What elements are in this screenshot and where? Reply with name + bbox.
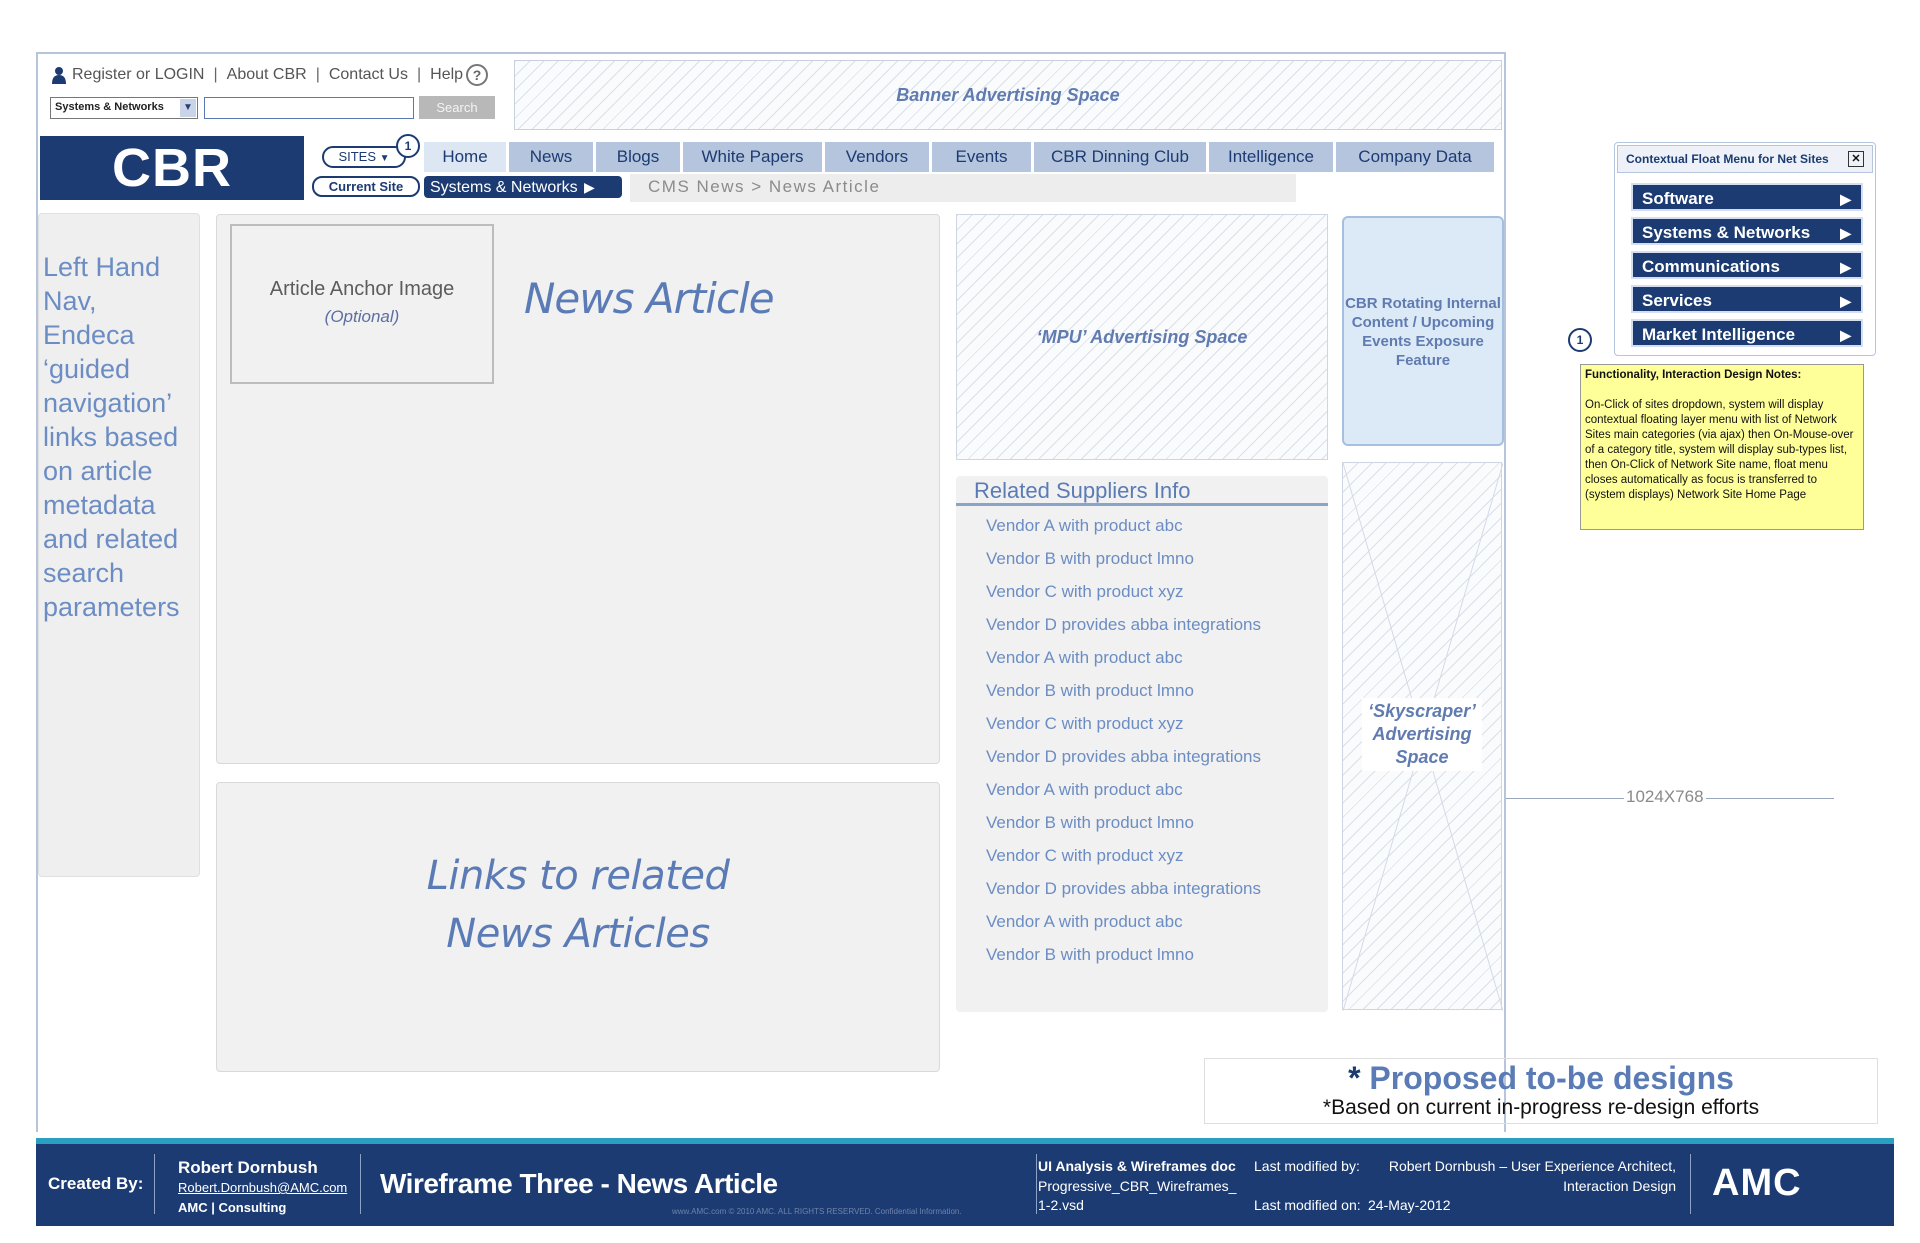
close-icon[interactable]: ✕ bbox=[1848, 151, 1864, 167]
supplier-link[interactable]: Vendor B with product lmno bbox=[986, 681, 1194, 700]
float-menu-header bbox=[1617, 145, 1873, 173]
sites-dropdown-button[interactable] bbox=[322, 146, 406, 168]
proposed-designs-box bbox=[1204, 1058, 1878, 1124]
nav-tab-vendors[interactable]: Vendors bbox=[825, 142, 929, 172]
supplier-link[interactable]: Vendor B with product lmno bbox=[986, 945, 1194, 964]
breadcrumb[interactable]: CMS News > News Article bbox=[630, 174, 1296, 202]
proposed-title bbox=[1205, 1061, 1877, 1095]
user-icon bbox=[52, 66, 66, 84]
arrow-right-icon: ▶ bbox=[1840, 259, 1851, 275]
arrow-right-icon: ▶ bbox=[1840, 293, 1851, 309]
anchor-image-label: Article Anchor Image bbox=[269, 278, 455, 300]
arrow-right-icon: ▶ bbox=[1840, 225, 1851, 241]
supplier-link[interactable]: Vendor B with product lmno bbox=[986, 549, 1194, 568]
current-site-label: Systems & Networks bbox=[430, 179, 578, 196]
suppliers-heading: Related Suppliers Info bbox=[956, 476, 1328, 506]
supplier-link[interactable]: Vendor A with product abc bbox=[986, 516, 1183, 535]
nav-tab-intelligence[interactable]: Intelligence bbox=[1209, 142, 1333, 172]
supplier-link[interactable]: Vendor C with product xyz bbox=[986, 846, 1184, 865]
float-menu-label: Communications bbox=[1642, 257, 1780, 276]
article-title: News Article bbox=[524, 274, 774, 323]
notes-title: Functionality, Interaction Design Notes: bbox=[1585, 369, 1802, 381]
float-menu-item-services[interactable] bbox=[1631, 285, 1863, 313]
banner-label: Banner Advertising Space bbox=[896, 84, 1120, 105]
article-anchor-image bbox=[230, 224, 494, 384]
current-site-name[interactable] bbox=[424, 176, 622, 198]
proposed-title-text: Proposed to-be designs bbox=[1369, 1060, 1734, 1096]
about-link[interactable]: About CBR bbox=[226, 66, 307, 83]
document-title: Wireframe Three - News Article bbox=[380, 1168, 778, 1199]
arrow-right-icon: ▶ bbox=[1840, 191, 1851, 207]
proposed-star: * bbox=[1348, 1060, 1361, 1096]
supplier-link[interactable]: Vendor A with product abc bbox=[986, 648, 1183, 667]
supplier-link[interactable]: Vendor C with product xyz bbox=[986, 714, 1184, 733]
chevron-down-icon[interactable]: ▼ bbox=[180, 99, 196, 117]
supplier-link[interactable]: Vendor A with product abc bbox=[986, 912, 1183, 931]
main-nav bbox=[424, 142, 1497, 172]
site-select-value: Systems & Networks bbox=[55, 101, 164, 113]
nav-tab-white-papers[interactable]: White Papers bbox=[683, 142, 822, 172]
modified-on-label: Last modified on: bbox=[1254, 1197, 1361, 1213]
nav-tab-company-data[interactable]: Company Data bbox=[1336, 142, 1494, 172]
supplier-link[interactable]: Vendor B with product lmno bbox=[986, 813, 1194, 832]
nav-tab-home[interactable]: Home bbox=[424, 142, 506, 172]
arrow-right-icon: ▶ bbox=[1840, 327, 1851, 343]
design-notes bbox=[1580, 364, 1864, 530]
annotation-badge: 1 bbox=[1568, 328, 1592, 352]
nav-tab-news[interactable]: News bbox=[509, 142, 593, 172]
float-menu-item-software[interactable] bbox=[1631, 183, 1863, 211]
float-menu-label: Systems & Networks bbox=[1642, 223, 1811, 242]
file-name-2: 1-2.vsd bbox=[1038, 1197, 1084, 1213]
float-menu-label: Software bbox=[1642, 189, 1714, 208]
rotating-content-feature[interactable] bbox=[1342, 216, 1504, 446]
left-hand-nav bbox=[38, 213, 200, 877]
annotation-badge: 1 bbox=[396, 134, 420, 158]
mpu-label: ‘MPU’ Advertising Space bbox=[1036, 326, 1248, 347]
rotating-feature-label: CBR Rotating Internal Content / Upcoming Events Exposure Feature bbox=[1345, 295, 1501, 369]
supplier-link[interactable]: Vendor D provides abba integrations bbox=[986, 615, 1262, 634]
float-menu-title: Contextual Float Menu for Net Sites bbox=[1626, 152, 1829, 166]
modified-on-value: 24-May-2012 bbox=[1368, 1197, 1451, 1213]
cbr-logo[interactable]: CBR bbox=[40, 136, 304, 200]
float-menu-label: Market Intelligence bbox=[1642, 325, 1796, 344]
nav-tab-events[interactable]: Events bbox=[932, 142, 1031, 172]
float-menu-item-market-intelligence[interactable] bbox=[1631, 319, 1863, 347]
modified-by-value-2: Interaction Design bbox=[1563, 1178, 1676, 1194]
current-site-button[interactable]: Current Site bbox=[312, 176, 420, 197]
footer-divider bbox=[1690, 1154, 1691, 1214]
supplier-link[interactable]: Vendor C with product xyz bbox=[986, 582, 1184, 601]
company-name: AMC | Consulting bbox=[178, 1200, 287, 1215]
related-links-line1: Links to related bbox=[426, 853, 730, 899]
sites-label: SITES bbox=[338, 149, 377, 164]
banner-ad-space bbox=[514, 60, 1502, 130]
author-name: Robert Dornbush bbox=[178, 1158, 318, 1177]
amc-logo: AMC bbox=[1712, 1162, 1802, 1204]
anchor-image-note: (Optional) bbox=[324, 307, 400, 326]
related-links-line2: News Articles bbox=[446, 911, 710, 957]
float-menu-item-systems-networks[interactable] bbox=[1631, 217, 1863, 245]
skyscraper-label: ‘Skyscraper’ Advertising Space bbox=[1362, 698, 1482, 771]
author-email-link[interactable]: Robert.Dornbush@AMC.com bbox=[178, 1180, 348, 1195]
related-articles-panel bbox=[216, 782, 940, 1072]
caret-down-icon: ▼ bbox=[379, 153, 390, 164]
file-name-1: Progressive_CBR_Wireframes_ bbox=[1038, 1178, 1237, 1194]
left-nav-text: Left Hand Nav, Endeca ‘guided navigation’ links based on article metadata and related search parameters bbox=[43, 252, 180, 622]
utility-links bbox=[52, 64, 488, 86]
help-icon[interactable]: ? bbox=[466, 64, 488, 86]
modified-by-value: Robert Dornbush – User Experience Architect, bbox=[1388, 1158, 1676, 1174]
contact-link[interactable]: Contact Us bbox=[328, 66, 408, 83]
footer-divider bbox=[1036, 1154, 1037, 1214]
mpu-ad-space bbox=[956, 214, 1328, 460]
supplier-link[interactable]: Vendor A with product abc bbox=[986, 780, 1183, 799]
notes-body: On-Click of sites dropdown, system will display contextual floating layer menu with list of Network Sites main categories (via ajax) then On-Mouse-over of a category title, system will display sub-types list, then On-Click of Network Site name, float menu closes automatically as focus is transferred to (system displays) Network Site Home Page bbox=[1585, 399, 1854, 501]
related-suppliers-panel bbox=[956, 476, 1328, 1012]
contextual-float-menu bbox=[1614, 142, 1876, 356]
doc-name: UI Analysis & Wireframes doc bbox=[1038, 1158, 1236, 1174]
nav-tab-dinning-club[interactable]: CBR Dinning Club bbox=[1034, 142, 1206, 172]
link-separator: | bbox=[315, 66, 320, 83]
site-select[interactable] bbox=[50, 97, 198, 119]
search-button[interactable]: Search bbox=[419, 96, 495, 119]
dimension-label: 1024X768 bbox=[1626, 787, 1704, 806]
float-menu-item-communications[interactable] bbox=[1631, 251, 1863, 279]
supplier-link[interactable]: Vendor D provides abba integrations bbox=[986, 879, 1262, 898]
footer bbox=[36, 1144, 1894, 1226]
fine-print: www.AMC.com © 2010 AMC. ALL RIGHTS RESERVED. Confidential Information. bbox=[672, 1207, 962, 1216]
link-separator: | bbox=[416, 66, 422, 83]
footer-divider bbox=[360, 1154, 361, 1214]
float-menu-label: Services bbox=[1642, 291, 1712, 310]
footer-divider bbox=[154, 1154, 155, 1214]
created-by-label: Created By: bbox=[48, 1174, 144, 1193]
arrow-right-icon: ▶ bbox=[584, 179, 595, 195]
nav-tab-blogs[interactable]: Blogs bbox=[596, 142, 680, 172]
supplier-link[interactable]: Vendor D provides abba integrations bbox=[986, 747, 1262, 766]
link-separator: | bbox=[213, 66, 218, 83]
modified-by-label: Last modified by: bbox=[1254, 1158, 1360, 1174]
search-input[interactable] bbox=[204, 97, 414, 119]
help-link[interactable]: Help bbox=[430, 66, 464, 83]
proposed-subtitle: *Based on current in-progress re-design efforts bbox=[1322, 1096, 1760, 1119]
register-login-link[interactable]: Register or LOGIN bbox=[72, 66, 205, 83]
